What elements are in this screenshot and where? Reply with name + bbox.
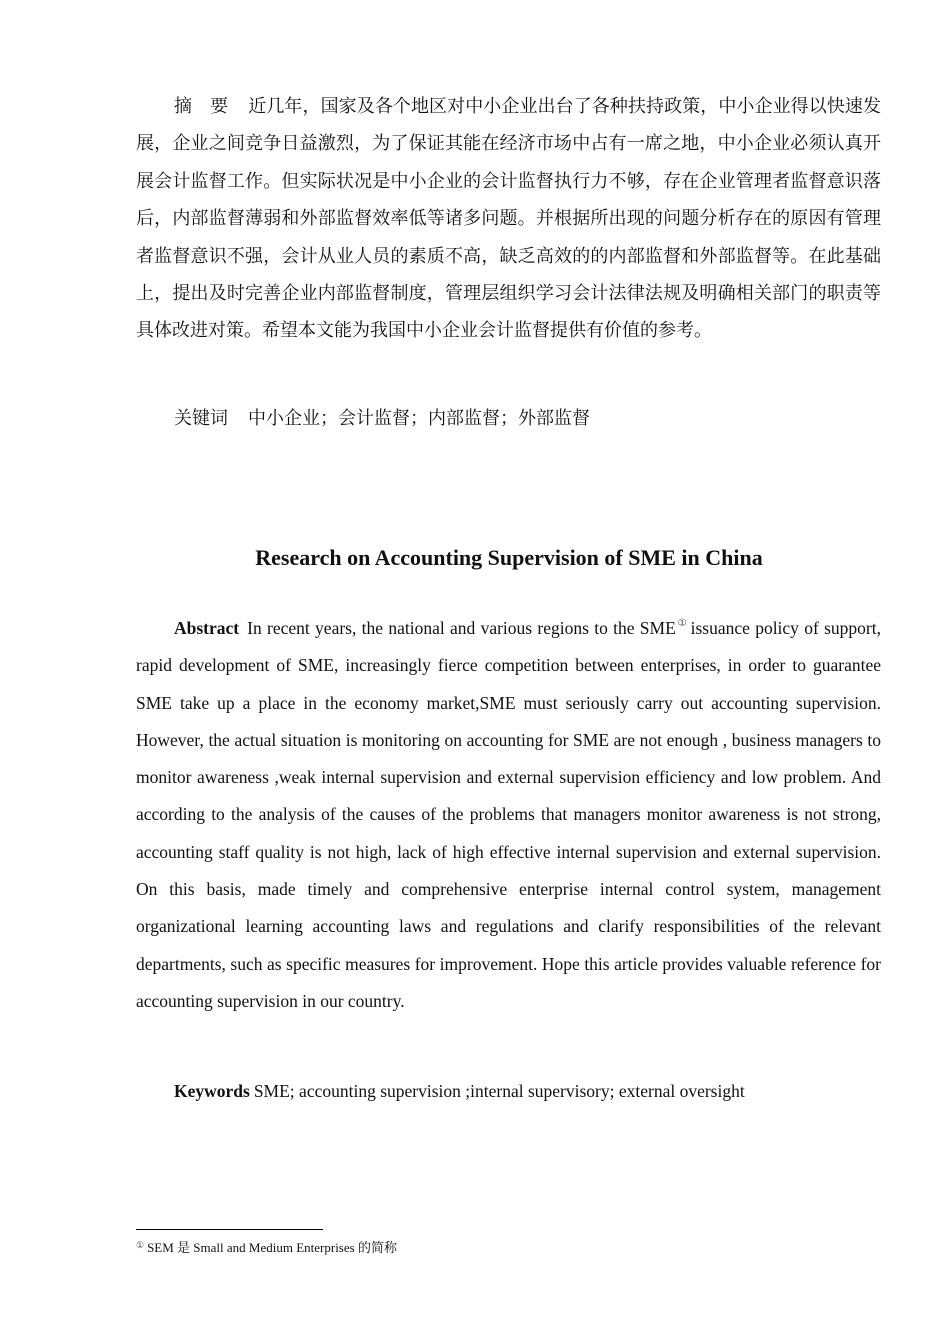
- english-abstract-text-rest: issuance policy of support, rapid development of SME, increasingly fierce competition between enterprises, in order to guarantee SME take up a place in the economy market,SME must seriously carry out accounting supervision. However, the actual situation is monitoring on accounting for SME are not enough , business managers to monitor awareness ,weak internal supervision and external supervision efficiency and low problem. And according to the analysis of the causes of the problems that managers monitor awareness is not strong, accounting staff quality is not high, lack of high effective internal supervision and external supervision. On this basis, made timely and comprehensive enterprise internal control system, management organizational learning accounting laws and regulations and clarify responsibilities of the relevant departments, such as specific measures for improvement. Hope this article provides valuable reference for accounting supervision in our country.: [136, 618, 881, 1011]
- english-keywords-label: Keywords: [174, 1081, 250, 1101]
- english-keywords: [174, 1073, 745, 1110]
- footnote-marker: ①: [136, 1240, 145, 1250]
- english-abstract-text-start: In recent years, the national and various regions to the SME: [247, 618, 676, 638]
- chinese-abstract-text: 近几年，国家及各个地区对中小企业出台了各种扶持政策，中小企业得以快速发展，企业之间竞争日益激烈，为了保证其能在经济市场中占有一席之地，中小企业必须认真开展会计监督工作。但实际状况是中小企业的会计监督执行力不够，存在企业管理者监督意识落后，内部监督薄弱和外部监督效率低等诸多问题。并根据所出现的问题分析存在的原因有管理者监督意识不强，会计从业人员的素质不高，缺乏高效的的内部监督和外部监督等。在此基础上，提出及时完善企业内部监督制度，管理层组织学习会计法律法规及明确相关部门的职责等具体改进对策。希望本文能为我国中小企业会计监督提供有价值的参考。: [136, 96, 882, 341]
- footnote-reference-marker[interactable]: ①: [676, 618, 688, 629]
- chinese-abstract: [136, 88, 881, 350]
- footnote-separator: [136, 1229, 323, 1230]
- footnote-text: SEM 是 Small and Medium Enterprises 的简称: [147, 1240, 397, 1255]
- footnote: [136, 1235, 397, 1258]
- english-title: Research on Accounting Supervision of SME in China: [255, 545, 763, 570]
- chinese-abstract-label: 摘 要: [174, 96, 229, 117]
- chinese-keywords: [174, 400, 590, 437]
- chinese-keywords-label: 关键词: [174, 408, 228, 429]
- english-abstract-label: Abstract: [174, 618, 240, 638]
- chinese-keywords-text: 中小企业；会计监督；内部监督；外部监督: [248, 408, 590, 428]
- english-keywords-text: SME; accounting supervision ;internal supervisory; external oversight: [253, 1081, 745, 1101]
- english-abstract: [136, 610, 881, 1020]
